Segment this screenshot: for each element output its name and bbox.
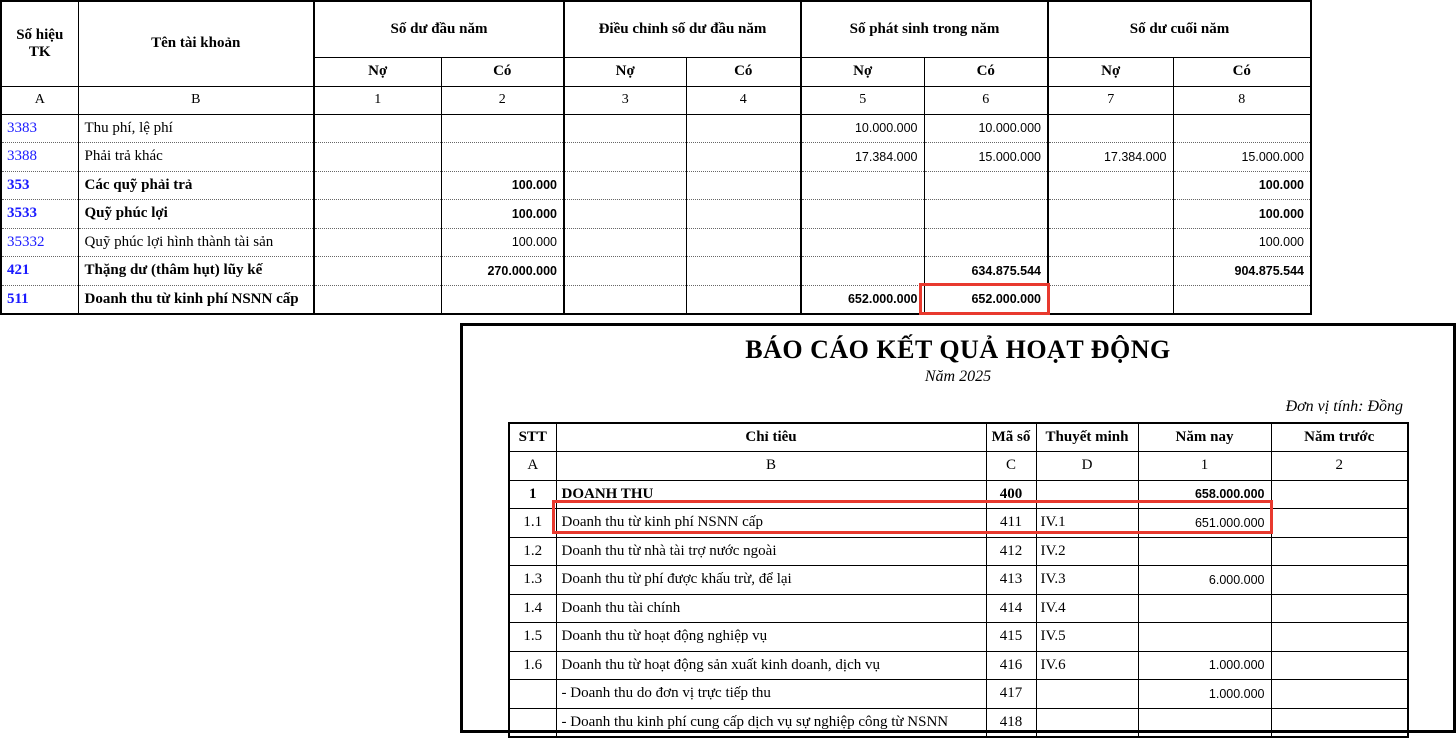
amount-cell[interactable] <box>1271 651 1408 680</box>
table-row <box>509 566 1408 595</box>
col-index: A <box>509 451 556 480</box>
amount-cell[interactable]: 10.000.000 <box>924 114 1048 143</box>
amount-cell[interactable]: 17.384.000 <box>801 143 924 172</box>
table-row <box>509 480 1408 509</box>
table-row <box>1 200 1311 229</box>
note-cell[interactable]: IV.4 <box>1036 594 1138 623</box>
account-name-cell[interactable]: Thặng dư (thâm hụt) lũy kế <box>78 257 314 286</box>
col-index: 7 <box>1048 86 1173 114</box>
amount-cell[interactable] <box>314 285 441 314</box>
account-code-cell[interactable]: 353 <box>1 171 78 200</box>
stt-cell[interactable] <box>509 708 556 737</box>
col-header-opening-balance: Số dư đầu năm <box>314 1 564 57</box>
col-index: 4 <box>686 86 801 114</box>
amount-cell[interactable] <box>1271 623 1408 652</box>
amount-cell[interactable]: 6.000.000 <box>1138 566 1271 595</box>
col-index: 3 <box>564 86 686 114</box>
code-cell[interactable]: 411 <box>986 509 1036 538</box>
report-title: BÁO CÁO KẾT QUẢ HOẠT ĐỘNG <box>745 335 1171 364</box>
amount-cell[interactable]: 100.000 <box>441 200 564 229</box>
amount-cell[interactable]: 1.000.000 <box>1138 651 1271 680</box>
col-index: B <box>78 86 314 114</box>
amount-cell[interactable] <box>1271 680 1408 709</box>
report-unit-label: Đơn vị tính: Đồng <box>1285 398 1403 415</box>
col-header-debit: Nợ <box>314 57 441 86</box>
account-code-cell[interactable]: 421 <box>1 257 78 286</box>
trial-balance-table <box>0 0 1312 315</box>
amount-cell[interactable]: 15.000.000 <box>1173 143 1311 172</box>
table-row <box>509 623 1408 652</box>
label-cell[interactable]: Doanh thu từ phí được khấu trừ, để lại <box>556 566 986 595</box>
note-cell[interactable]: IV.2 <box>1036 537 1138 566</box>
amount-cell[interactable] <box>564 143 686 172</box>
col-header-credit: Có <box>924 57 1048 86</box>
amount-cell[interactable]: 100.000 <box>1173 228 1311 257</box>
amount-cell[interactable] <box>1048 114 1173 143</box>
note-cell[interactable] <box>1036 680 1138 709</box>
amount-cell[interactable] <box>686 257 801 286</box>
code-cell[interactable]: 400 <box>986 480 1036 509</box>
amount-cell[interactable] <box>801 171 924 200</box>
col-header-closing-balance: Số dư cuối năm <box>1048 1 1311 57</box>
note-cell[interactable]: IV.1 <box>1036 509 1138 538</box>
label-cell[interactable]: Doanh thu tài chính <box>556 594 986 623</box>
note-cell[interactable]: IV.6 <box>1036 651 1138 680</box>
amount-cell[interactable]: 17.384.000 <box>1048 143 1173 172</box>
amount-cell[interactable] <box>801 257 924 286</box>
code-cell[interactable]: 415 <box>986 623 1036 652</box>
col-header-credit: Có <box>686 57 801 86</box>
amount-cell[interactable] <box>314 143 441 172</box>
amount-cell[interactable] <box>686 171 801 200</box>
col-index: 1 <box>314 86 441 114</box>
amount-cell[interactable] <box>441 285 564 314</box>
code-cell[interactable]: 418 <box>986 708 1036 737</box>
amount-cell[interactable] <box>314 257 441 286</box>
label-cell[interactable]: DOANH THU <box>556 480 986 509</box>
note-cell[interactable]: IV.5 <box>1036 623 1138 652</box>
report-panel <box>460 323 1456 733</box>
col-header-credit: Có <box>441 57 564 86</box>
label-cell[interactable]: Doanh thu từ hoạt động nghiệp vụ <box>556 623 986 652</box>
col-index: B <box>556 451 986 480</box>
stt-cell[interactable]: 1.3 <box>509 566 556 595</box>
amount-cell[interactable] <box>564 285 686 314</box>
col-header-account-code: Số hiệu TK <box>1 1 78 86</box>
col-header-debit: Nợ <box>564 57 686 86</box>
stt-cell[interactable]: 1.2 <box>509 537 556 566</box>
amount-cell[interactable] <box>441 143 564 172</box>
table-row <box>1 257 1311 286</box>
amount-cell[interactable] <box>1138 708 1271 737</box>
code-cell[interactable]: 417 <box>986 680 1036 709</box>
account-code-cell[interactable]: 3383 <box>1 114 78 143</box>
table-row <box>1 143 1311 172</box>
amount-cell[interactable] <box>686 200 801 229</box>
col-header-ma-so: Mã số <box>986 423 1036 451</box>
stt-cell[interactable]: 1.4 <box>509 594 556 623</box>
amount-cell[interactable] <box>1138 623 1271 652</box>
amount-cell[interactable]: 15.000.000 <box>924 143 1048 172</box>
amount-cell[interactable] <box>1048 200 1173 229</box>
account-name-cell[interactable]: Phải trả khác <box>78 143 314 172</box>
col-header-nam-truoc: Năm trước <box>1271 423 1408 451</box>
table-row <box>509 708 1408 737</box>
account-name-cell[interactable]: Thu phí, lệ phí <box>78 114 314 143</box>
amount-cell[interactable]: 10.000.000 <box>801 114 924 143</box>
amount-cell[interactable] <box>1271 566 1408 595</box>
amount-cell highlighted-amount-cell[interactable]: 652.000.000 <box>924 285 1048 314</box>
label-cell[interactable]: Doanh thu từ nhà tài trợ nước ngoài <box>556 537 986 566</box>
label-cell[interactable]: Doanh thu từ hoạt động sản xuất kinh doanh, dịch vụ <box>556 651 986 680</box>
note-cell[interactable]: IV.3 <box>1036 566 1138 595</box>
stt-cell[interactable] <box>509 680 556 709</box>
report-subtitle: Năm 2025 <box>924 368 992 385</box>
amount-cell[interactable]: 100.000 <box>441 171 564 200</box>
col-index: 8 <box>1173 86 1311 114</box>
col-header-opening-adjustment: Điều chỉnh số dư đầu năm <box>564 1 801 57</box>
label-cell[interactable]: - Doanh thu do đơn vị trực tiếp thu <box>556 680 986 709</box>
amount-cell[interactable]: 100.000 <box>1173 171 1311 200</box>
amount-cell[interactable]: 652.000.000 <box>801 285 924 314</box>
col-index: 6 <box>924 86 1048 114</box>
col-header-debit: Nợ <box>801 57 924 86</box>
amount-cell[interactable] <box>801 200 924 229</box>
col-index: 1 <box>1138 451 1271 480</box>
label-cell[interactable]: - Doanh thu kinh phí cung cấp dịch vụ sự nghiệp công từ NSNN <box>556 708 986 737</box>
amount-cell[interactable] <box>1048 257 1173 286</box>
code-cell[interactable]: 412 <box>986 537 1036 566</box>
table-row <box>1 228 1311 257</box>
code-cell[interactable]: 414 <box>986 594 1036 623</box>
account-code-cell[interactable]: 35332 <box>1 228 78 257</box>
code-cell[interactable]: 416 <box>986 651 1036 680</box>
stt-cell[interactable]: 1.5 <box>509 623 556 652</box>
col-header-credit: Có <box>1173 57 1311 86</box>
amount-cell[interactable] <box>1271 509 1408 538</box>
income-statement-table <box>508 422 1409 738</box>
amount-cell[interactable] <box>686 114 801 143</box>
amount-cell[interactable] <box>1173 285 1311 314</box>
account-name-cell[interactable]: Doanh thu từ kinh phí NSNN cấp <box>78 285 314 314</box>
label-cell[interactable]: Doanh thu từ kinh phí NSNN cấp <box>556 509 986 538</box>
col-header-chi-tieu: Chỉ tiêu <box>556 423 986 451</box>
amount-cell[interactable] <box>564 171 686 200</box>
table-row <box>509 680 1408 709</box>
code-cell[interactable]: 413 <box>986 566 1036 595</box>
amount-cell[interactable]: 1.000.000 <box>1138 680 1271 709</box>
note-cell[interactable] <box>1036 480 1138 509</box>
stt-cell[interactable]: 1.6 <box>509 651 556 680</box>
stt-cell[interactable]: 1 <box>509 480 556 509</box>
amount-cell[interactable]: 100.000 <box>1173 200 1311 229</box>
amount-cell[interactable] <box>314 200 441 229</box>
amount-cell[interactable] <box>564 200 686 229</box>
amount-cell[interactable] <box>314 171 441 200</box>
table-row <box>509 594 1408 623</box>
amount-cell[interactable]: 904.875.544 <box>1173 257 1311 286</box>
account-name-cell[interactable]: Các quỹ phải trả <box>78 171 314 200</box>
col-header-period-movement: Số phát sinh trong năm <box>801 1 1048 57</box>
col-header-debit: Nợ <box>1048 57 1173 86</box>
amount-cell[interactable] <box>1048 285 1173 314</box>
note-cell[interactable] <box>1036 708 1138 737</box>
amount-cell[interactable]: 100.000 <box>441 228 564 257</box>
amount-cell[interactable] <box>564 228 686 257</box>
table-row <box>1 114 1311 143</box>
col-index: D <box>1036 451 1138 480</box>
amount-cell[interactable] <box>564 257 686 286</box>
amount-cell[interactable] <box>801 228 924 257</box>
amount-cell[interactable] <box>564 114 686 143</box>
stt-cell[interactable]: 1.1 <box>509 509 556 538</box>
amount-cell[interactable] <box>686 228 801 257</box>
amount-cell[interactable] <box>924 171 1048 200</box>
col-index: C <box>986 451 1036 480</box>
col-header-thuyet-minh: Thuyết minh <box>1036 423 1138 451</box>
amount-cell[interactable] <box>924 228 1048 257</box>
amount-cell[interactable] <box>1173 114 1311 143</box>
col-header-account-name: Tên tài khoản <box>78 1 314 86</box>
col-header-nam-nay: Năm nay <box>1138 423 1271 451</box>
account-name-cell[interactable]: Quỹ phúc lợi <box>78 200 314 229</box>
account-code-cell[interactable]: 511 <box>1 285 78 314</box>
amount-cell[interactable] <box>1271 537 1408 566</box>
amount-cell[interactable] <box>1138 594 1271 623</box>
amount-cell[interactable] <box>1271 480 1408 509</box>
account-code-cell[interactable]: 3388 <box>1 143 78 172</box>
amount-cell[interactable]: 658.000.000 <box>1138 480 1271 509</box>
table-row <box>1 171 1311 200</box>
amount-cell[interactable] <box>1271 594 1408 623</box>
amount-cell[interactable] <box>1138 537 1271 566</box>
col-index: 2 <box>441 86 564 114</box>
amount-cell[interactable] <box>314 228 441 257</box>
col-header-stt: STT <box>509 423 556 451</box>
amount-cell[interactable]: 634.875.544 <box>924 257 1048 286</box>
amount-cell[interactable] <box>441 114 564 143</box>
table-row <box>509 651 1408 680</box>
account-code-cell[interactable]: 3533 <box>1 200 78 229</box>
col-index: 2 <box>1271 451 1408 480</box>
col-index: 5 <box>801 86 924 114</box>
col-index: A <box>1 86 78 114</box>
table-row highlighted-row <box>509 509 1408 538</box>
amount-cell[interactable] <box>1048 228 1173 257</box>
amount-cell[interactable] <box>1048 171 1173 200</box>
amount-cell[interactable] <box>686 143 801 172</box>
table-row <box>1 285 1311 314</box>
amount-cell[interactable] <box>686 285 801 314</box>
amount-cell[interactable] <box>1271 708 1408 737</box>
amount-cell[interactable] <box>924 200 1048 229</box>
amount-cell[interactable] <box>314 114 441 143</box>
amount-cell[interactable]: 270.000.000 <box>441 257 564 286</box>
account-name-cell[interactable]: Quỹ phúc lợi hình thành tài sản <box>78 228 314 257</box>
table-row <box>509 537 1408 566</box>
amount-cell[interactable]: 651.000.000 <box>1138 509 1271 538</box>
